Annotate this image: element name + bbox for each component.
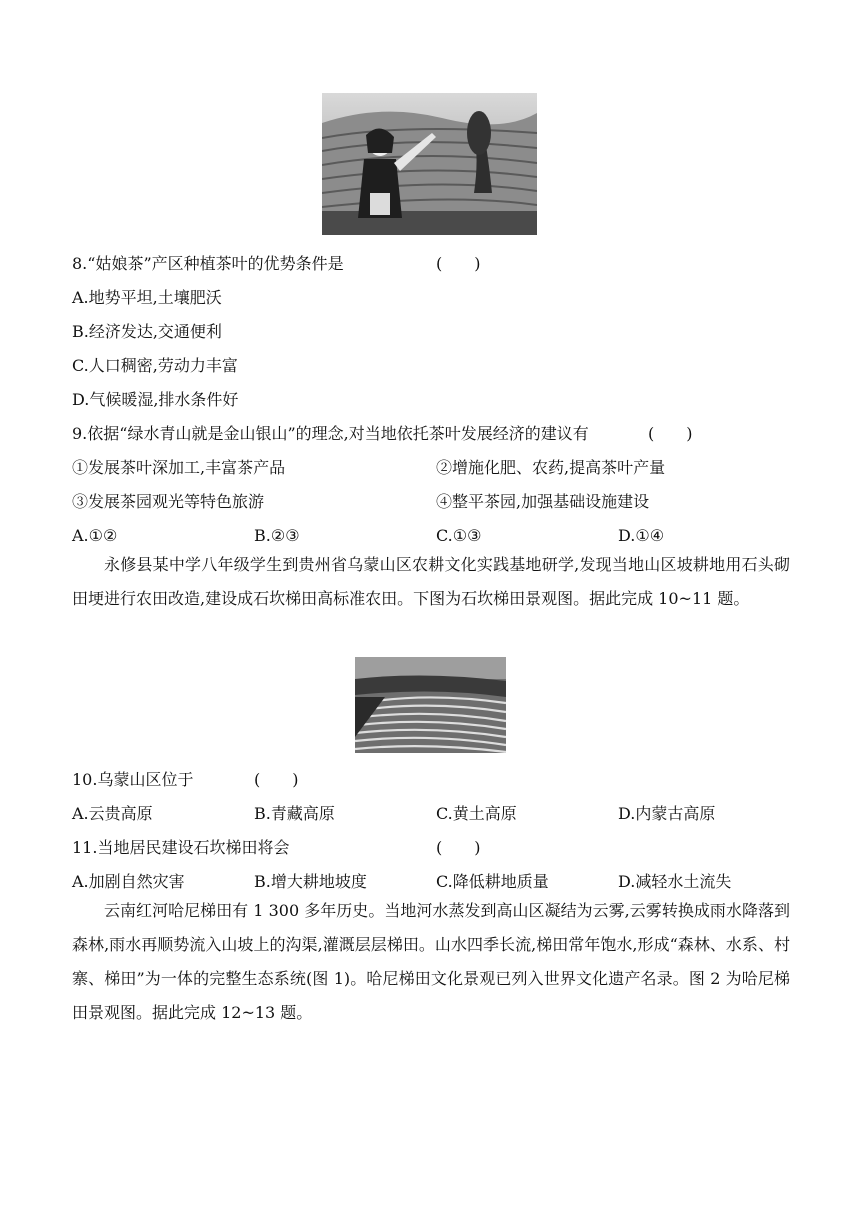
- q8-option-a: A.地势平坦,土壤肥沃: [72, 288, 222, 307]
- passage-hani: 云南红河哈尼梯田有 1 300 多年历史。当地河水蒸发到高山区凝结为云雾,云雾转换成雨水降落到森林,雨水再顺势流入山坡上的沟渠,灌溉层层梯田。山水四季长流,梯田常年饱水,形成“森林、水系、村寨、梯田”为一体的完整生态系统(图 1)。哈尼梯田文化景观已列入世界文化遗产名录。图 2 为哈尼梯田景观图。据此完成 12~13 题。: [72, 901, 790, 1022]
- q10-stem: 10.乌蒙山区位于: [72, 770, 194, 789]
- q11-option-c: C.降低耕地质量: [436, 872, 549, 891]
- q10-option-a: A.云贵高原: [72, 804, 153, 823]
- q9-option-b: B.②③: [254, 526, 300, 545]
- q10-option-b: B.青藏高原: [254, 804, 335, 823]
- q10-option-c: C.黄土高原: [436, 804, 517, 823]
- tea-picker-photo: [322, 93, 537, 235]
- q9-option-c: C.①③: [436, 526, 482, 545]
- q8-option-b: B.经济发达,交通便利: [72, 322, 222, 341]
- q11-option-a: A.加剧自然灾害: [72, 872, 185, 891]
- q8-stem: 8.“姑娘茶”产区种植茶叶的优势条件是: [72, 254, 344, 273]
- q9-item-1: ①发展茶叶深加工,丰富茶产品: [72, 458, 286, 477]
- q10-bracket: ( ): [254, 770, 299, 789]
- q8-option-d: D.气候暖湿,排水条件好: [72, 390, 239, 409]
- q11-option-d: D.减轻水土流失: [618, 872, 732, 891]
- q9-item-2: ②增施化肥、农药,提高茶叶产量: [436, 458, 666, 477]
- q8-bracket: ( ): [436, 254, 481, 273]
- q9-bracket: ( ): [648, 424, 693, 443]
- q10-option-d: D.内蒙古高原: [618, 804, 716, 823]
- q9-option-a: A.①②: [72, 526, 118, 545]
- passage-wumeng: 永修县某中学八年级学生到贵州省乌蒙山区农耕文化实践基地研学,发现当地山区坡耕地用石头砌田埂进行农田改造,建设成石坎梯田高标准农田。下图为石坎梯田景观图。据此完成 10~11 题。: [72, 555, 790, 608]
- q11-stem: 11.当地居民建设石坎梯田将会: [72, 838, 290, 857]
- q9-option-d: D.①④: [618, 526, 665, 545]
- q11-option-b: B.增大耕地坡度: [254, 872, 367, 891]
- q8-option-c: C.人口稠密,劳动力丰富: [72, 356, 238, 375]
- q9-item-4: ④整平茶园,加强基础设施建设: [436, 492, 650, 511]
- q9-item-3: ③发展茶园观光等特色旅游: [72, 492, 265, 511]
- q11-bracket: ( ): [436, 838, 481, 857]
- stone-terrace-photo: [355, 657, 506, 753]
- q9-stem: 9.依据“绿水青山就是金山银山”的理念,对当地依托茶叶发展经济的建议有: [72, 424, 589, 443]
